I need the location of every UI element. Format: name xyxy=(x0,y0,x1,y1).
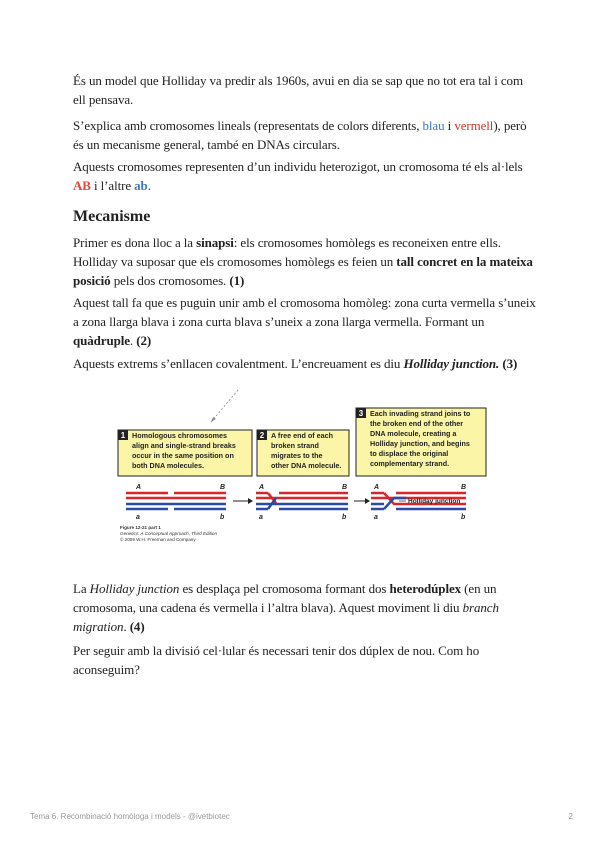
text: (en un cromosoma, una cadena és vermella i l’altra blava). Aquest moviment li diu xyxy=(73,581,497,615)
page-footer xyxy=(30,812,573,821)
step1-line: occur in the same position on xyxy=(132,451,234,460)
paragraph-junction xyxy=(73,354,517,373)
text-red: vermell xyxy=(454,118,494,133)
step2-line: migrates to the xyxy=(271,451,323,460)
label-A: A xyxy=(259,484,265,491)
caption-line: © 2009 W.H. Freeman and Company xyxy=(120,537,196,542)
step-ref: (4) xyxy=(129,619,145,634)
label-b: b xyxy=(461,514,466,521)
step2-line: other DNA molecule. xyxy=(271,461,342,470)
paragraph-question: Per seguir amb la divisió cel·lular és necessari tenir dos dúplex de nou. Com ho aconseguim? xyxy=(73,643,480,677)
step2-line: broken strand xyxy=(271,441,319,450)
term-heteroduplex: heterodúplex xyxy=(389,581,462,596)
step1-line: Homologous chromosomes xyxy=(132,431,228,440)
text: ), però és un mecanisme general, també en DNAs circulars. xyxy=(73,118,527,152)
holliday-model-figure xyxy=(116,388,491,548)
step1-line: both DNA molecules. xyxy=(132,461,205,470)
footer-title: Tema 6. Recombinació homòloga i models - @ivetbiotec xyxy=(30,812,230,821)
step2-number: 2 xyxy=(259,431,265,440)
label-B: B xyxy=(220,484,226,491)
label-a: a xyxy=(374,514,378,521)
section-heading: Mecanisme xyxy=(73,208,151,225)
step3-line: to displace the original xyxy=(370,449,449,458)
panel1-dna xyxy=(126,484,226,521)
text: Primer es dona lloc a la xyxy=(73,235,197,250)
step-ref: (3) xyxy=(502,356,518,371)
paragraph-heterozygote xyxy=(73,157,538,195)
allele-AB: AB xyxy=(73,178,91,193)
text: S’explica amb cromosomes lineals (representats de colors diferents, xyxy=(73,118,423,133)
text: . xyxy=(147,178,151,193)
text: Aquests cromosomes representen d’un individu heterozigot, un cromosoma té els al·lels xyxy=(73,159,523,174)
paragraph-quadruple xyxy=(73,293,538,350)
text: Aquests extrems s’enllacen covalentment. L’encreuament es diu xyxy=(73,356,404,371)
allele-ab: ab xyxy=(134,178,148,193)
paragraph-branch-migration xyxy=(73,579,538,636)
term-quadruple: quàdruple xyxy=(73,333,130,348)
label-A: A xyxy=(136,484,142,491)
step3-line: DNA molecule, creating a xyxy=(370,429,457,438)
arrowhead xyxy=(365,498,370,504)
text-blue: blau xyxy=(422,118,445,133)
term-holliday-junction: Holliday junction xyxy=(89,581,180,596)
caption-line: Genetics: A Conceptual Approach, Third Edition xyxy=(120,531,218,536)
paragraph-intro: És un model que Holliday va predir als 1960s, avui en dia se sap que no tot era tal i com ell pensava. xyxy=(73,73,523,107)
step3-line: Holliday junction, and begins xyxy=(370,439,470,448)
term-tall: tall concret en la mateixa posició xyxy=(73,254,533,288)
text: . xyxy=(129,333,137,348)
junction-label: Holliday junction xyxy=(408,498,461,505)
step3-line: complementary strand. xyxy=(370,459,450,468)
label-b: b xyxy=(342,514,347,521)
panel3-dna xyxy=(371,484,466,521)
label-B: B xyxy=(342,484,348,491)
pointer-line xyxy=(211,390,238,422)
text: i xyxy=(444,118,455,133)
text: Aquest tall fa que es puguin unir amb el cromosoma homòleg: zona curta vermella s’uneix a zona llarga blava i zona curta blava s’uneix a zona llarga vermella. Formant un xyxy=(73,295,536,329)
text: . xyxy=(123,619,130,634)
step1-number: 1 xyxy=(120,431,126,440)
label-b: b xyxy=(220,514,225,521)
term-branch-migration: branch migration xyxy=(73,600,499,634)
step3-number: 3 xyxy=(358,409,364,418)
term-sinapsi: sinapsi xyxy=(196,235,234,250)
step3-line: Each invading strand joins to xyxy=(370,409,471,418)
text: i l’altre xyxy=(90,178,135,193)
term-holliday-junction: Holliday junction. xyxy=(403,356,500,371)
label-a: a xyxy=(136,514,140,521)
step-ref: (2) xyxy=(136,333,152,348)
text: : els cromosomes homòlegs es reconeixen entre ells. Holliday va suposar que els cromosomes homòlegs es feien un xyxy=(73,235,501,269)
text: pels dos cromosomes. xyxy=(110,273,230,288)
paragraph-linear-chromosomes xyxy=(73,116,538,154)
text: La xyxy=(73,581,90,596)
paragraph-synapsis xyxy=(73,233,538,290)
step3-line: the broken end of the other xyxy=(370,419,464,428)
text: es desplaça pel cromosoma formant dos xyxy=(179,581,390,596)
caption-line: Figure 12-21 part 1 xyxy=(120,525,161,530)
step-ref: (1) xyxy=(229,273,245,288)
step1-line: align and single-strand breaks xyxy=(132,441,236,450)
label-B: B xyxy=(461,484,467,491)
page-number: 2 xyxy=(568,812,573,821)
step2-line: A free end of each xyxy=(271,431,334,440)
panel2-dna xyxy=(256,484,348,521)
label-a: a xyxy=(259,514,263,521)
arrowhead xyxy=(248,498,253,504)
label-A: A xyxy=(374,484,380,491)
pointer-arrowhead xyxy=(211,417,216,422)
